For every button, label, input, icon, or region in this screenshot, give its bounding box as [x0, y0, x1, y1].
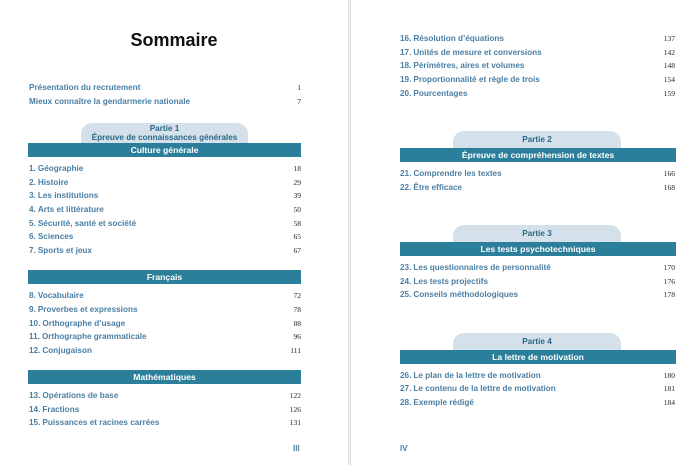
toc-entry-gendarmerie[interactable] — [29, 95, 301, 108]
entry-page: 137 — [663, 34, 675, 43]
toc-entry[interactable] — [400, 59, 675, 72]
entry-number: 5. — [29, 219, 36, 228]
entry-page: 148 — [663, 61, 675, 70]
entry-label: Proportionnalité et règle de trois — [413, 75, 540, 84]
entry-label: Conjugaison — [42, 346, 92, 355]
entry-label: Mieux connaître la gendarmerie nationale — [29, 97, 191, 106]
entry-page: 181 — [663, 384, 675, 393]
entry-label: Le plan de la lettre de motivation — [413, 371, 541, 380]
entry-page: 88 — [293, 319, 301, 328]
entry-label: Les tests projectifs — [413, 277, 489, 286]
toc-entry[interactable] — [400, 275, 675, 288]
entry-number: 4. — [29, 205, 36, 214]
entry-number: 23. — [400, 263, 412, 272]
entry-page: 122 — [289, 391, 301, 400]
entry-number: 19. — [400, 75, 412, 84]
part-1-tab — [81, 123, 248, 144]
entry-label: Être efficace — [413, 183, 463, 192]
entry-label: Orthographe d’usage — [42, 319, 126, 328]
entry-number: 24. — [400, 277, 412, 286]
entry-page: 29 — [293, 178, 301, 187]
entry-number: 12. — [29, 346, 41, 355]
toc-entry[interactable] — [29, 403, 301, 416]
entry-number: 22. — [400, 183, 412, 192]
part-1-subtitle: Épreuve de connaissances générales — [91, 133, 238, 142]
entry-page: 67 — [293, 246, 301, 255]
entry-number: 8. — [29, 291, 36, 300]
entry-page: 72 — [293, 291, 301, 300]
entry-label: Présentation du recrutement — [29, 83, 141, 92]
entry-page: 39 — [293, 191, 301, 200]
entry-page: 126 — [289, 405, 301, 414]
entry-page: 18 — [293, 164, 301, 173]
entry-page: 154 — [663, 75, 675, 84]
entry-number: 26. — [400, 371, 412, 380]
page-title: Sommaire — [130, 30, 218, 50]
right-page — [351, 0, 700, 465]
entry-number: 16. — [400, 34, 412, 43]
entry-label: Comprendre les textes — [413, 169, 502, 178]
part-1-label: Partie 1 — [149, 124, 180, 133]
entry-page: 178 — [663, 290, 675, 299]
toc-entry[interactable] — [29, 244, 301, 257]
entry-label: Le contenu de la lettre de motivation — [413, 384, 556, 393]
entry-label: Sciences — [37, 232, 74, 241]
entry-number: 20. — [400, 89, 412, 98]
toc-entry[interactable] — [400, 369, 675, 382]
entry-label: Périmètres, aires et volumes — [413, 61, 525, 70]
entry-number: 27. — [400, 384, 412, 393]
entry-page: 65 — [293, 232, 301, 241]
toc-entry[interactable] — [400, 382, 675, 395]
entry-label: Orthographe grammaticale — [41, 332, 147, 341]
entry-number: 21. — [400, 169, 412, 178]
toc-entry[interactable] — [400, 288, 675, 301]
entry-number: 15. — [29, 418, 41, 427]
folio-left: III — [293, 444, 300, 453]
entry-number: 17. — [400, 48, 412, 57]
entry-page: 168 — [663, 183, 675, 192]
toc-entry[interactable] — [29, 344, 301, 357]
entry-label: Puissances et racines carrées — [42, 418, 160, 427]
entry-page: 131 — [289, 418, 301, 427]
entry-label: Sécurité, santé et société — [37, 219, 137, 228]
toc-entry-presentation[interactable] — [29, 81, 301, 94]
section-bar-mathematiques: Mathématiques — [28, 370, 301, 384]
entry-label: Sports et jeux — [37, 246, 92, 255]
section-bar-comprehension: Épreuve de compréhension de textes — [400, 148, 676, 162]
section-bar-francais: Français — [28, 270, 301, 284]
entry-label: Unités de mesure et conversions — [413, 48, 542, 57]
part-2-tab: Partie 2 — [453, 131, 621, 148]
entry-label: Pourcentages — [413, 89, 468, 98]
entry-page: 142 — [663, 48, 675, 57]
entry-number: 18. — [400, 61, 412, 70]
toc-entry[interactable] — [400, 396, 675, 409]
entry-number: 2. — [29, 178, 36, 187]
toc-entry[interactable] — [29, 389, 301, 402]
section-bar-culture: Culture générale — [28, 143, 301, 157]
entry-page: 58 — [293, 219, 301, 228]
toc-entry[interactable] — [400, 181, 675, 194]
toc-entry[interactable] — [29, 416, 301, 429]
toc-entry[interactable] — [29, 176, 301, 189]
part-4-tab: Partie 4 — [453, 333, 621, 350]
entry-number: 10. — [29, 319, 41, 328]
entry-label: Histoire — [37, 178, 69, 187]
entry-page: 170 — [663, 263, 675, 272]
entry-label: Vocabulaire — [37, 291, 84, 300]
toc-entry[interactable] — [29, 230, 301, 243]
entry-page: 166 — [663, 169, 675, 178]
toc-entry[interactable] — [29, 303, 301, 316]
folio-right: IV — [400, 444, 408, 453]
entry-number: 1. — [29, 164, 36, 173]
toc-entry[interactable] — [400, 261, 675, 274]
entry-label: Opérations de base — [42, 391, 119, 400]
toc-entry[interactable] — [400, 87, 675, 100]
toc-entry[interactable] — [29, 317, 301, 330]
entry-number: 25. — [400, 290, 412, 299]
entry-page: 7 — [297, 97, 301, 106]
entry-number: 13. — [29, 391, 41, 400]
entry-page: 111 — [290, 346, 301, 355]
entry-label: Exemple rédigé — [413, 398, 474, 407]
entry-number: 3. — [29, 191, 36, 200]
entry-number: 9. — [29, 305, 36, 314]
toc-entry[interactable] — [29, 217, 301, 230]
entry-label: Les questionnaires de personnalité — [413, 263, 551, 272]
section-bar-psychotechniques: Les tests psychotechniques — [400, 242, 676, 256]
toc-entry[interactable] — [29, 162, 301, 175]
part-3-tab: Partie 3 — [453, 225, 621, 242]
toc-entry[interactable] — [29, 203, 301, 216]
toc-entry[interactable] — [400, 32, 675, 45]
entry-label: Conseils méthodologiques — [413, 290, 519, 299]
entry-number: 28. — [400, 398, 412, 407]
toc-entry[interactable] — [29, 289, 301, 302]
entry-label: Arts et littérature — [37, 205, 104, 214]
entry-label: Géographie — [37, 164, 84, 173]
entry-page: 176 — [663, 277, 675, 286]
entry-number: 14. — [29, 405, 41, 414]
entry-number: 11. — [29, 332, 40, 341]
entry-page: 50 — [293, 205, 301, 214]
entry-number: 6. — [29, 232, 36, 241]
entry-page: 180 — [663, 371, 675, 380]
section-bar-lettre: La lettre de motivation — [400, 350, 676, 364]
entry-label: Résolution d’équations — [413, 34, 504, 43]
entry-label: Les institutions — [37, 191, 99, 200]
entry-page: 184 — [663, 398, 675, 407]
entry-page: 1 — [297, 83, 301, 92]
entry-number: 7. — [29, 246, 36, 255]
toc-entry[interactable] — [400, 73, 675, 86]
entry-page: 96 — [293, 332, 301, 341]
entry-page: 78 — [293, 305, 301, 314]
toc-entry[interactable] — [29, 330, 301, 343]
entry-page: 159 — [663, 89, 675, 98]
toc-entry[interactable] — [29, 189, 301, 202]
left-page — [0, 0, 348, 465]
toc-entry[interactable] — [400, 167, 675, 180]
entry-label: Fractions — [42, 405, 80, 414]
toc-entry[interactable] — [400, 46, 675, 59]
entry-label: Proverbes et expressions — [37, 305, 138, 314]
